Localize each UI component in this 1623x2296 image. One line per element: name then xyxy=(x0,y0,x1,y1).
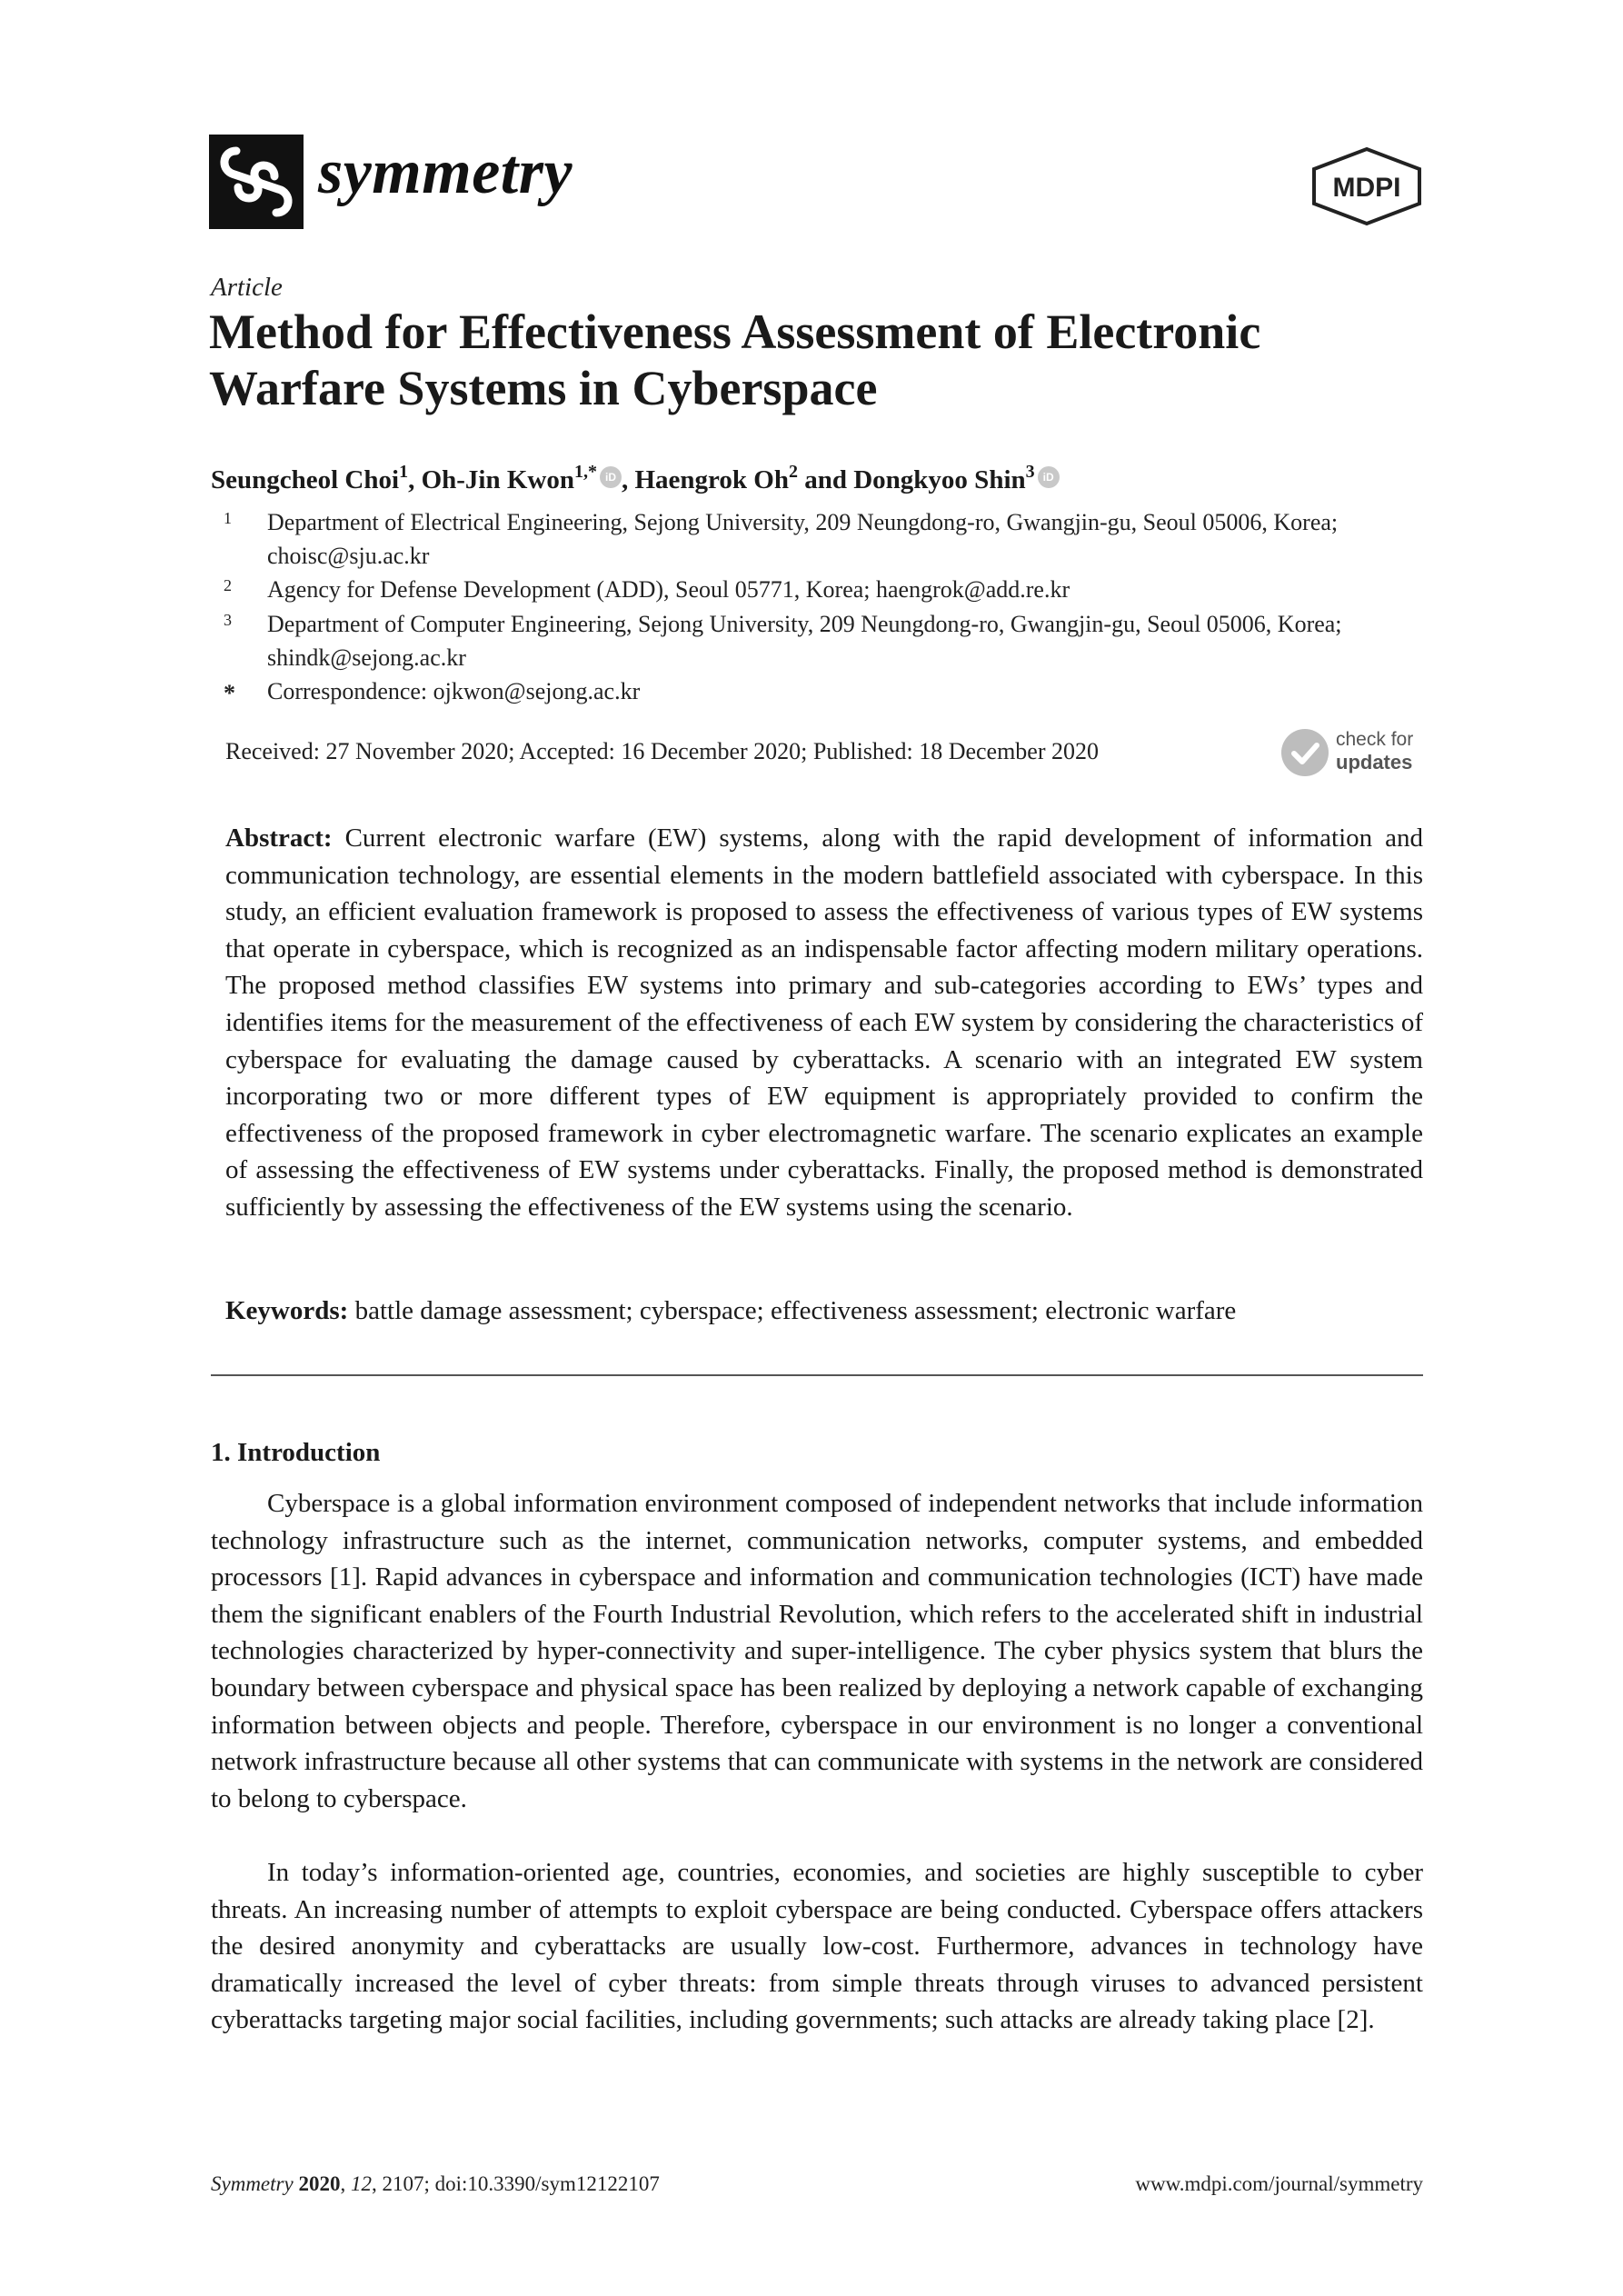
journal-logo-icon xyxy=(209,135,304,229)
affiliation-text: Department of Electrical Engineering, Sejong University, 209 Neungdong-ro, Gwangjin-gu, Seoul 05006, Korea; choisc@sju.ac.kr xyxy=(267,509,1339,569)
author-list: Seungcheol Choi$^1$, Oh-Jin Kwon$^{1,*}$ iD , Haengrok Oh$^2$ and Dongkyoo Shin$^3$ iD xyxy=(211,462,1060,495)
citation-link[interactable]: 2 xyxy=(1346,2005,1359,2035)
keywords-label: Keywords: xyxy=(225,1296,349,1325)
affiliation-text: Agency for Defense Development (ADD), Seoul 05771, Korea; haengrok@add.re.kr xyxy=(267,576,1070,603)
publication-dates: Received: 27 November 2020; Accepted: 16 December 2020; Published: 18 December 2020 xyxy=(225,738,1100,764)
affiliation-item: 1 Department of Electrical Engineering, Sejong University, 209 Neungdong-ro, Gwangjin-gu, Seoul 05006, Korea; choisc@sju.ac.kr xyxy=(224,505,1441,573)
footer-journal: Symmetry xyxy=(211,2172,294,2195)
keywords xyxy=(225,1296,1236,1326)
author-affiliation-marker: 3 xyxy=(1025,462,1035,482)
author-name[interactable]: Seungcheol Choi xyxy=(211,465,400,494)
affiliation-item: 3 Department of Computer Engineering, Sejong University, 209 Neungdong-ro, Gwangjin-gu, Seoul 05006, Korea; shindk@sejong.ac.kr xyxy=(224,607,1441,674)
citation-link[interactable]: 1 xyxy=(338,1562,353,1592)
abstract xyxy=(225,820,1423,1226)
section-heading: 1. Introduction xyxy=(211,1438,381,1467)
correspondence-text: Correspondence: ojkwon@sejong.ac.kr xyxy=(267,678,641,704)
keywords-text: battle damage assessment; cyberspace; effectiveness assessment; electronic warfare xyxy=(354,1296,1237,1325)
author-affiliation-marker: 1 xyxy=(399,462,409,482)
footer-volume: 12 xyxy=(350,2172,372,2195)
abstract-label: Abstract: xyxy=(225,824,333,853)
journal-name: symmetry xyxy=(318,137,573,207)
footer-year: 2020 xyxy=(298,2172,341,2195)
checkmark-icon xyxy=(1281,729,1329,776)
author-name[interactable]: Haengrok Oh xyxy=(634,465,789,494)
author-affiliation-marker: 2 xyxy=(788,462,798,482)
orcid-icon[interactable]: iD xyxy=(1038,466,1060,488)
orcid-icon[interactable]: iD xyxy=(600,466,622,488)
article-title: Method for Effectiveness Assessment of Electronic Warfare Systems in Cyberspace xyxy=(209,304,1261,415)
divider xyxy=(211,1374,1423,1376)
footer-citation: Symmetry 2020, 12, 2107; doi:10.3390/sym12122107 xyxy=(211,2172,660,2195)
body-paragraph: Cyberspace is a global information environment composed of independent networks that include information technology infrastructure such as the internet, communication networks, computer systems, and embedded processors [1]. Rapid advances in cyberspace and information and communication technologies (ICT) have made them the significant enablers of the Fourth Industrial Revolution, which refers to the accelerated shift in industrial technologies characterized by hyper-connectivity and super-intelligence. The cyber physics system that blurs the boundary between cyberspace and physical space has been realized by deploying a network capable of exchanging information between objects and people. Therefore, cyberspace in our environment is no longer a conventional network infrastructure because all other systems that can communicate with systems in the network are considered to belong to cyberspace. xyxy=(211,1489,1423,1813)
article-type: Article xyxy=(211,273,283,302)
check-for-updates-button[interactable]: check for updates xyxy=(1281,727,1427,778)
abstract-text: Current electronic warfare (EW) systems, along with the rapid development of information and communication technology, are essential elements in the modern battlefield associated with cyberspace. In this study, an efficient evaluation framework is proposed to assess the effectiveness of various types of EW systems that operate in cyberspace, which is recognized as an indispensable factor affecting modern military operations. The proposed method classifies EW systems into primary and sub-categories according to EWs’ types and identifies items for the measurement of the effectiveness of each EW system by considering the characteristics of cyberspace for evaluating the damage caused by cyberattacks. A scenario with an integrated EW system incorporating two or more different types of EW equipment is appropriately provided to confirm the effectiveness of the proposed framework in cyber electromagnetic warfare. The scenario explicates an example of assessing the effectiveness of EW systems under cyberattacks. Finally, the proposed method is demonstrated sufficiently by assessing the effectiveness of the EW systems using the scenario. xyxy=(225,824,1423,1222)
affiliation-item: 2 Agency for Defense Development (ADD), Seoul 05771, Korea; haengrok@add.re.kr xyxy=(224,573,1441,606)
author-name[interactable]: Oh-Jin Kwon xyxy=(421,465,574,494)
affiliation-text: Department of Computer Engineering, Sejong University, 209 Neungdong-ro, Gwangjin-gu, Seoul 05006, Korea; shindk@sejong.ac.kr xyxy=(267,611,1342,671)
footer-url[interactable]: www.mdpi.com/journal/symmetry xyxy=(1135,2172,1423,2195)
mdpi-logo-icon xyxy=(1307,145,1427,232)
publisher-name: MDPI xyxy=(1332,173,1401,203)
correspondence: * Correspondence: ojkwon@sejong.ac.kr xyxy=(224,674,1441,708)
author-affiliation-marker: 1,* xyxy=(574,462,597,482)
body-paragraph: In today’s information-oriented age, countries, economies, and societies are highly susceptible to cyber threats. An increasing number of attempts to exploit cyberspace are being conducted. Cyberspace offers attackers the desired anonymity and cyberattacks are usually low-cost. Furthermore, advances in technology have dramatically increased the level of cyber threats: from simple threats through viruses to advanced persistent cyberattacks targeting major social facilities, including governments; such attacks are already taking place [2]. xyxy=(211,1858,1423,2035)
author-name[interactable]: Dongkyoo Shin xyxy=(853,465,1026,494)
